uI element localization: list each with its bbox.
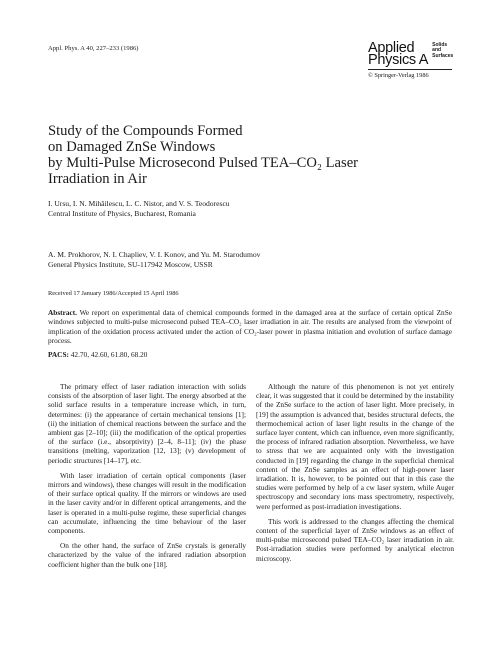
body-paragraph: Although the nature of this phenomenon is not yet entirely clear, it was suggested that it could be determined by the instability of the ZnSe surface to the action of laser light. More precisely, in [19] the assumption is advanced that, besides structural defects, the thermochemical action of laser light results in the change of the surface layer content, which can influence, even more significantly, the process of infrared radiation absorption. Nevertheless, we have to stress that we are acquainted only with the investigation conducted in [19] regarding the change in the superficial chemical content of the ZnSe samples as an effect of high-power laser irradiation. It is, however, to be pointed out that in this case the studies were performed by help of a cw laser system, while Auger spectroscopy and secondary ions mass spectrometry, respectively, were performed as post-irradiation investigations. (256, 382, 454, 511)
journal-logo (368, 42, 456, 79)
abstract (48, 308, 452, 345)
body-column-right (256, 382, 454, 569)
paper-title (48, 123, 448, 187)
affiliation: General Physics Institute, SU-117942 Moscow, USSR (48, 260, 213, 269)
logo-line-applied: Applied (368, 40, 415, 56)
author-list: A. M. Prokhorov, N. I. Chapliev, V. I. Konov, and Yu. M. Starodumov (48, 250, 261, 259)
logo-line-physics-a: Physics A (368, 52, 429, 68)
body-column-left (48, 382, 246, 575)
logo-side-and: and (432, 47, 442, 54)
pacs-label: PACS: (48, 350, 69, 359)
author-list: I. Ursu, I. N. Mihăilescu, L. C. Nistor, and V. S. Teodorescu (48, 199, 230, 208)
title-line: Irradiation in Air (48, 171, 147, 187)
pacs-codes (48, 350, 147, 359)
received-dates: Received 17 January 1986/Accepted 15 April 1986 (48, 290, 179, 297)
title-line: on Damaged ZnSe Windows (48, 139, 216, 155)
body-paragraph: On the other hand, the surface of ZnSe crystals is generally characterized by the value of the infrared radiation absorption coefficient higher than the bulk one [18]. (48, 541, 246, 569)
logo-side-solids: Solids (432, 42, 448, 48)
pacs-values: 42.70, 42.60, 61.80, 68.20 (70, 350, 148, 359)
abstract-text: We report on experimental data of chemical compounds formed in the damaged area at the surface of certain optical ZnSe windows subjected to multi-pulse microsecond pulsed TEA–CO₂ laser irradiation in air. The results are analysed from the viewpoint of implication of the oxidation process activated under the action of CO₂-laser power in plasma initiation and evolution of surface damage process. (48, 308, 452, 345)
author-group-2 (48, 250, 468, 270)
copyright-notice: © Springer-Verlag 1986 (368, 72, 429, 79)
title-line: by Multi-Pulse Microsecond Pulsed TEA–CO₂ Laser (48, 155, 359, 171)
body-paragraph: This work is addressed to the changes affecting the chemical content of the superficial layer of ZnSe windows as an effect of multi-pulse microsecond pulsed TEA–CO₂ laser irradiation in air. Post-irradiation studies were performed by analytical electron microscopy. (256, 516, 454, 563)
body-paragraph: The primary effect of laser radiation interaction with solids consists of the absorption of laser light. The energy absorbed at the solid surface results in a temperature increase which, in turn, determines: (i) the appearance of certain mechanical tensions [1]; (ii) the initiation of chemical reactions between the surface and the ambient gas [2–10]; (iii) the modification of the optical properties of the surface (i.e., absorptivity) [2–4, 8–11]; (iv) the phase transitions (melting, vaporization [12, 13]; (v) development of periodic structures [14–17], etc. (48, 382, 246, 465)
body-paragraph: With laser irradiation of certain optical components (laser mirrors and windows), these changes will result in the modification of their surface optical quality. If the mirrors or windows are used in the laser cavity and/or in different optical arrangements, and the laser is operated in a multi-pulse regime, these superficial changes can accumulate, influencing the time behaviour of the laser components. (48, 470, 246, 536)
affiliation: Central Institute of Physics, Bucharest, Romania (48, 209, 196, 218)
abstract-label: Abstract. (48, 308, 77, 317)
title-line: Study of the Compounds Formed (48, 123, 243, 139)
logo-divider (368, 69, 452, 70)
author-group-1 (48, 199, 468, 219)
journal-reference: Appl. Phys. A 40, 227–233 (1986) (48, 45, 139, 52)
logo-side-surfaces: Surfaces (432, 52, 454, 59)
